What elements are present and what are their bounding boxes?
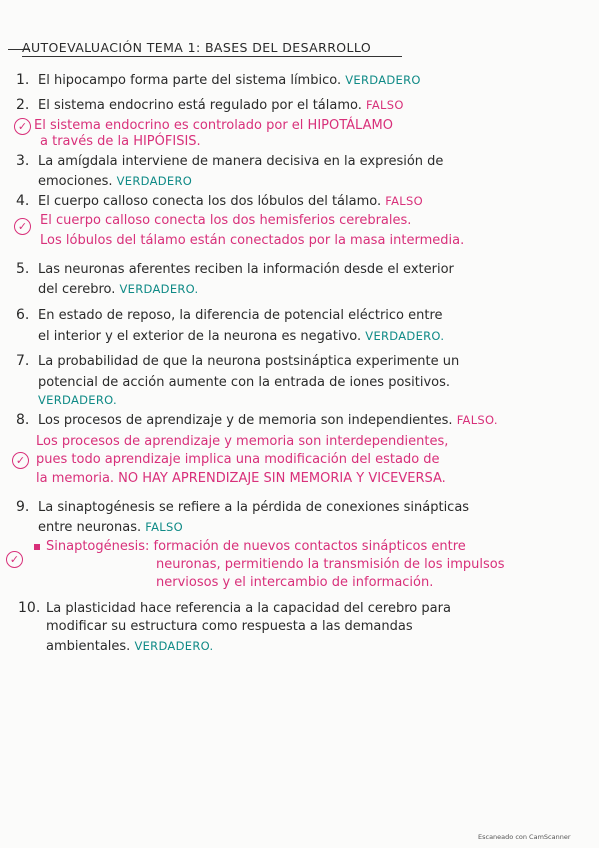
correction-line: nerviosos y el intercambio de información. [156,575,434,590]
question-2 [16,97,578,114]
answer-label: FALSO. [456,413,498,427]
answer-label: VERDADERO. [119,282,199,296]
question-text: Los procesos de aprendizaje y de memoria son independientes. [38,413,453,428]
question-number: 5. [16,261,30,277]
answer-label: FALSO [145,520,183,534]
scanner-watermark: Escaneado con CamScanner [478,833,571,841]
question-text: el interior y el exterior de la neurona es negativo. [38,329,362,344]
question-9-line-2 [38,519,578,536]
question-number: 3. [16,153,30,169]
question-text: ambientales. [46,639,131,654]
question-10-line-2 [46,618,586,635]
correction-line: a través de la HIPÓFISIS. [40,134,201,149]
answer-label: VERDADERO. [365,329,445,343]
question-number: 6. [16,307,30,323]
page-title: AUTOEVALUACIÓN TEMA 1: BASES DEL DESARROLLO [22,40,402,57]
correction-line: la memoria. NO HAY APRENDIZAJE SIN MEMORIA Y VICEVERSA. [36,471,446,486]
question-10-line-3 [46,638,586,655]
correction-line: El sistema endocrino es controlado por el HIPOTÁLAMO [34,118,393,133]
question-text: Las neuronas aferentes reciben la información desde el exterior [38,262,454,277]
question-8 [16,412,578,429]
question-9 [16,499,578,516]
question-10 [18,600,586,617]
question-5 [16,261,578,278]
question-3 [16,153,578,170]
question-number: 2. [16,97,30,113]
correction-line: El cuerpo calloso conecta los dos hemisferios cerebrales. [40,213,412,228]
check-circle-icon: ✓ [14,218,31,235]
question-1 [16,72,578,89]
question-7-line-3 [38,392,578,409]
check-circle-icon: ✓ [12,452,29,469]
question-6-line-2 [38,328,578,345]
answer-label: VERDADERO [116,174,193,188]
bullet-square-icon [34,544,40,550]
question-text: entre neuronas. [38,520,142,535]
question-text: emociones. [38,174,113,189]
question-text: El hipocampo forma parte del sistema límbico. [38,73,342,88]
question-text: El cuerpo calloso conecta los dos lóbulos del tálamo. [38,194,382,209]
question-text: La probabilidad de que la neurona postsináptica experimente un [38,354,460,369]
correction-line: Sinaptogénesis: formación de nuevos contactos sinápticos entre [46,539,466,554]
answer-label: VERDADERO. [38,393,117,407]
answer-label: FALSO [385,194,423,208]
question-7 [16,353,578,370]
question-number: 7. [16,353,30,369]
question-text: La amígdala interviene de manera decisiva en la expresión de [38,154,444,169]
question-6 [16,307,578,324]
question-text: modificar su estructura como respuesta a las demandas [46,619,413,634]
answer-label: VERDADERO. [134,639,214,653]
question-text: El sistema endocrino está regulado por el tálamo. [38,98,362,113]
correction-line: pues todo aprendizaje implica una modificación del estado de [36,452,440,467]
answer-label: FALSO [366,98,404,112]
question-number: 4. [16,193,30,209]
question-3-line-2 [38,173,578,190]
question-5-line-2 [38,281,578,298]
question-number: 10. [18,600,41,616]
correction-line: Los lóbulos del tálamo están conectados por la masa intermedia. [40,233,465,248]
question-text: La plasticidad hace referencia a la capacidad del cerebro para [46,601,451,616]
question-7-line-2 [38,374,578,391]
question-text: En estado de reposo, la diferencia de potencial eléctrico entre [38,308,443,323]
correction-line: neuronas, permitiendo la transmisión de los impulsos [156,557,505,572]
question-text: potencial de acción aumente con la entrada de iones positivos. [38,375,451,390]
check-circle-icon: ✓ [14,118,31,135]
question-text: del cerebro. [38,282,116,297]
answer-label: VERDADERO [345,73,421,87]
question-text: La sinaptogénesis se refiere a la pérdida de conexiones sinápticas [38,500,470,515]
correction-line: Los procesos de aprendizaje y memoria son interdependientes, [36,434,449,449]
question-number: 8. [16,412,30,428]
question-number: 1. [16,72,30,88]
question-number: 9. [16,499,30,515]
question-4 [16,193,578,210]
check-circle-icon: ✓ [6,551,23,568]
